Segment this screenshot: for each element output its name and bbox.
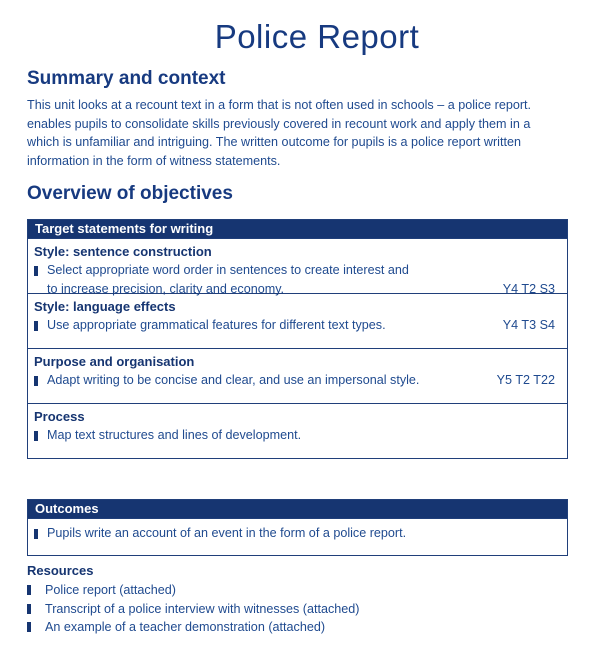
objective-code: Y4 T2 S3 — [502, 282, 555, 296]
resource-text: Police report (attached) — [45, 583, 176, 597]
summary-line: information in the form of witness statements. — [27, 153, 281, 168]
bullet-icon — [27, 604, 31, 614]
objective-text: Select appropriate word order in sentences to create interest and — [47, 263, 409, 277]
summary-heading: Summary and context — [27, 68, 226, 89]
outcome-item — [34, 524, 561, 543]
section-sentence-construction — [28, 238, 567, 296]
bullet-icon — [27, 585, 31, 595]
page-title: Police Report — [214, 18, 420, 55]
objective-code: Y4 T3 S4 — [502, 318, 555, 332]
bullet-icon — [34, 431, 38, 441]
section-language-effects — [28, 293, 567, 348]
objective-text: to increase precision, clarity and economy. — [47, 282, 285, 296]
outcomes-box — [27, 499, 568, 556]
outcomes-header: Outcomes — [28, 500, 567, 518]
section-purpose-organisation — [28, 348, 567, 403]
objective-text: Use appropriate grammatical features for different text types. — [47, 318, 386, 332]
objectives-box — [27, 219, 568, 459]
objective-text: Map text structures and lines of development. — [47, 428, 302, 442]
objectives-heading: Overview of objectives — [27, 183, 233, 204]
resources-list — [27, 581, 527, 637]
summary-text — [27, 96, 587, 170]
outcome-text: Pupils write an account of an event in the form of a police report. — [47, 526, 407, 540]
section-process — [28, 403, 567, 458]
bullet-icon — [34, 266, 38, 276]
objective-code: Y5 T2 T22 — [496, 373, 555, 387]
bullet-icon — [34, 321, 38, 331]
resource-text: Transcript of a police interview with witnesses (attached) — [45, 601, 360, 616]
objective-text: Adapt writing to be concise and clear, and use an impersonal style. — [47, 373, 420, 387]
resource-item — [27, 618, 527, 637]
outcomes-section — [28, 518, 567, 555]
section-title: Style: language effects — [34, 299, 176, 314]
summary-line: enables pupils to consolidate skills previously covered in recount work and apply them in a — [27, 116, 531, 131]
resource-item — [27, 600, 527, 619]
objectives-box-header: Target statements for writing — [28, 220, 567, 238]
resources-heading: Resources — [27, 563, 94, 578]
section-title: Process — [34, 409, 85, 424]
objective-item — [34, 371, 561, 390]
section-title: Style: sentence construction — [34, 244, 212, 259]
bullet-icon — [34, 376, 38, 386]
objective-item — [34, 316, 561, 335]
resource-text: An example of a teacher demonstration (attached) — [45, 620, 326, 635]
summary-line: This unit looks at a recount text in a form that is not often used in schools – a police report. — [27, 98, 532, 112]
summary-line: which is unfamiliar and intriguing. The written outcome for pupils is a police report written — [27, 135, 521, 149]
bullet-icon — [34, 529, 38, 539]
section-title: Purpose and organisation — [34, 354, 195, 369]
objective-item — [34, 426, 561, 445]
resource-item — [27, 581, 527, 600]
bullet-icon — [27, 622, 31, 632]
